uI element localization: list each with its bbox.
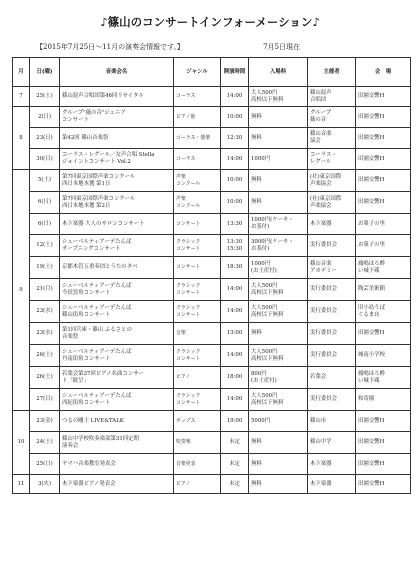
venue-cell: 田園交響H — [356, 128, 411, 149]
table-row — [13, 128, 411, 149]
venue-cell: 田園交響H — [356, 170, 411, 192]
venue-cell: 田園交響H — [356, 87, 411, 107]
event-cell: ヤマハ音楽教室発表会 — [60, 454, 174, 475]
organizer-cell: 若葉会 — [308, 367, 356, 389]
event-cell: 若葉会第27回ピアノ名曲コンサー ト「歓呈」 — [60, 367, 174, 389]
fee-cell: 1000円(ケーキ・ お茶付) — [249, 214, 308, 235]
organizer-cell: 篠山混声 合唱団 — [308, 87, 356, 107]
event-cell: シューベルティアーデたんば 西紀街角コンサート — [60, 389, 174, 411]
header-month: 月 — [13, 58, 30, 87]
date-cell: 21(月) — [30, 279, 60, 301]
fee-cell: 無料 — [249, 432, 308, 454]
genre-cell: 吹奏楽 — [174, 432, 221, 454]
organizer-cell: グループ 薇の音 — [308, 107, 356, 128]
table-row — [13, 149, 411, 170]
table-header-row — [13, 58, 411, 87]
venue-cell: 田園交響H — [356, 411, 411, 432]
fee-cell: 3000円(ケーキ・ お茶付) — [249, 235, 308, 257]
event-cell: 第7回東京国際声楽コンクール 西日本地本選 第2日 — [60, 192, 174, 214]
fee-cell: 無料 — [249, 454, 308, 475]
event-cell: 木下楽器ピアノ発表会 — [60, 475, 174, 494]
venue-cell: 鳳鳴ほろ酔 い城下蔵 — [356, 367, 411, 389]
organizer-cell: 実行委員会 — [308, 301, 356, 323]
date-cell: 12(土) — [30, 235, 60, 257]
date-cell: 30(日) — [30, 149, 60, 170]
event-cell: シューベルティアーデたんば 丹南街角コンサート — [60, 345, 174, 367]
date-cell: 5(土) — [30, 170, 60, 192]
venue-cell: お菓子の里 — [356, 214, 411, 235]
event-cell: 京都木管五重奏団とうたのタベ — [60, 257, 174, 279]
organizer-cell: 実行委員会 — [308, 323, 356, 345]
month-cell: 9 — [13, 170, 30, 411]
time-cell: 14:00 — [221, 389, 249, 411]
genre-cell: クラシック コンサート — [174, 235, 221, 257]
organizer-cell: 篠山音楽 アカデミー — [308, 257, 356, 279]
event-cell: シューベルティアーデたんば オープニングコンサート — [60, 235, 174, 257]
date-cell: 26(土) — [30, 345, 60, 367]
venue-cell: 田園交響H — [356, 475, 411, 494]
fee-cell: 大人500円 高校以下無料 — [249, 87, 308, 107]
venue-cell: 田園交響H — [356, 432, 411, 454]
fee-cell: 5000円 — [249, 411, 308, 432]
time-cell: 未定 — [221, 432, 249, 454]
venue-cell: 鳳鳴ほろ酔 い城下蔵 — [356, 257, 411, 279]
organizer-cell: (社)東京国際 声楽協会 — [308, 170, 356, 192]
table-row — [13, 389, 411, 411]
table-row — [13, 301, 411, 323]
venue-cell: 田園交響H — [356, 323, 411, 345]
fee-cell: 1000円 — [249, 149, 308, 170]
event-cell: 木下楽器 大人のサロンコンサート — [60, 214, 174, 235]
month-cell: 8 — [13, 107, 30, 170]
time-cell: 14:00 — [221, 279, 249, 301]
concert-table — [12, 57, 411, 494]
date-cell: 27(日) — [30, 389, 60, 411]
organizer-cell: 実行委員会 — [308, 279, 356, 301]
genre-cell: コーラス — [174, 87, 221, 107]
organizer-cell: コーラス・ レグール — [308, 149, 356, 170]
event-cell: 第1回兵庫・篠山 ふるさとの 音楽祭 — [60, 323, 174, 345]
date-cell: 23(日) — [30, 128, 60, 149]
genre-cell: コンサート — [174, 214, 221, 235]
header-venue: 会 場 — [356, 58, 411, 87]
table-row — [13, 214, 411, 235]
table-row — [13, 345, 411, 367]
organizer-cell: 篠山中学 — [308, 432, 356, 454]
header-event: 音楽会名 — [60, 58, 174, 87]
table-row — [13, 235, 411, 257]
header-date: 日(曜) — [30, 58, 60, 87]
period-note: 【2015年7月25日～11月の演奏会情報です。】 — [36, 43, 185, 51]
genre-cell: 音楽発表 — [174, 454, 221, 475]
organizer-cell: 木下楽器 — [308, 454, 356, 475]
fee-cell: 大人500円 高校以下無料 — [249, 389, 308, 411]
time-cell: 18:00 — [221, 367, 249, 389]
fee-cell: 無料 — [249, 170, 308, 192]
fee-cell: 大人500円 高校以下無料 — [249, 301, 308, 323]
date-cell: 26(土) — [30, 367, 60, 389]
fee-cell: 無料 — [249, 323, 308, 345]
month-cell: 10 — [13, 411, 30, 475]
time-cell: 14:00 — [221, 301, 249, 323]
venue-cell: 和寄園 — [356, 389, 411, 411]
table-row — [13, 107, 411, 128]
time-cell: 18:30 — [221, 257, 249, 279]
organizer-cell: 実行委員会 — [308, 345, 356, 367]
event-cell: 篠山混声合唱団第46回リサイタル — [60, 87, 174, 107]
time-cell: 13:30 15:30 — [221, 235, 249, 257]
table-row — [13, 87, 411, 107]
month-cell: 11 — [13, 475, 30, 494]
date-cell: 25(日) — [30, 454, 60, 475]
date-cell: 25(土) — [30, 87, 60, 107]
organizer-cell: 篠山市 — [308, 411, 356, 432]
genre-cell: コーラス・器楽 — [174, 128, 221, 149]
date-cell: 6(日) — [30, 192, 60, 214]
event-cell: シューベルティアーデたんば 篠山街角コンサート — [60, 301, 174, 323]
header-time: 開演時間 — [221, 58, 249, 87]
header-genre: ジャンル — [174, 58, 221, 87]
date-cell: 23(金) — [30, 411, 60, 432]
date-cell: 3(火) — [30, 475, 60, 494]
fee-cell: 無料 — [249, 192, 308, 214]
event-cell: 篠山中学校吹奏楽部第31回定期 演奏会 — [60, 432, 174, 454]
event-cell: シューベルティアーデたんば 今田窯角コンサート — [60, 279, 174, 301]
flyer-title: ♪篠山のコンサートインフォーメーション♪ — [100, 15, 320, 29]
table-row — [13, 323, 411, 345]
venue-cell: 田園交響H — [356, 454, 411, 475]
event-cell: グループ"薇の音"ジュニア コンサート — [60, 107, 174, 128]
time-cell: 14:00 — [221, 345, 249, 367]
fee-cell: 1000円 (お土産付) — [249, 257, 308, 279]
table-row — [13, 192, 411, 214]
genre-cell: ピアノ — [174, 367, 221, 389]
organizer-cell: 木下楽器 — [308, 214, 356, 235]
genre-cell: クラシック コンサート — [174, 345, 221, 367]
table-row — [13, 475, 411, 494]
genre-cell: クラシック コンサート — [174, 301, 221, 323]
genre-cell: ポップス — [174, 411, 221, 432]
organizer-cell: (社)東京国際 声楽協会 — [308, 192, 356, 214]
event-cell: コーラス・レグール／女声合唱 Stella ジョイントコンサート Vol.2 — [60, 149, 174, 170]
organizer-cell: 篠山音楽 協会 — [308, 128, 356, 149]
genre-cell: クラシック コンサート — [174, 279, 221, 301]
time-cell: 19:00 — [221, 411, 249, 432]
date-cell: 6(日) — [30, 214, 60, 235]
as-of-date: 7月5日現在 — [263, 43, 300, 51]
venue-cell: 陶芸美術館 — [356, 279, 411, 301]
month-cell: 7 — [13, 87, 30, 107]
header-fee: 入場料 — [249, 58, 308, 87]
event-cell: 第7回東京国際声楽コンクール 西日本地本選 第1日 — [60, 170, 174, 192]
time-cell: 14:00 — [221, 149, 249, 170]
table-row — [13, 454, 411, 475]
organizer-cell: 実行委員会 — [308, 389, 356, 411]
time-cell: 13:00 — [221, 323, 249, 345]
table-row — [13, 367, 411, 389]
organizer-cell: 木下楽器 — [308, 475, 356, 494]
genre-cell: 声楽 コンクール — [174, 192, 221, 214]
time-cell: 未定 — [221, 475, 249, 494]
fee-cell: 大人500円 高校以下無料 — [249, 279, 308, 301]
genre-cell: コンサート — [174, 257, 221, 279]
fee-cell: 無料 — [249, 475, 308, 494]
fee-cell: 無料 — [249, 107, 308, 128]
table-row — [13, 432, 411, 454]
time-cell: 10:00 — [221, 192, 249, 214]
event-cell: つるの剛士 LIVE&TALK — [60, 411, 174, 432]
fee-cell: 大人500円 高校以下無料 — [249, 345, 308, 367]
date-cell: 2(日) — [30, 107, 60, 128]
genre-cell: コーラス — [174, 149, 221, 170]
genre-cell: ピアノ他 — [174, 107, 221, 128]
time-cell: 12:30 — [221, 128, 249, 149]
venue-cell: 田園交響H — [356, 107, 411, 128]
table-row — [13, 279, 411, 301]
time-cell: 14:00 — [221, 87, 249, 107]
table-row — [13, 170, 411, 192]
event-cell: 第42回 篠山音楽祭 — [60, 128, 174, 149]
table-body — [13, 87, 411, 494]
date-cell: 19(土) — [30, 257, 60, 279]
date-cell: 23(水) — [30, 323, 60, 345]
genre-cell: 音楽 — [174, 323, 221, 345]
genre-cell: クラシック コンサート — [174, 389, 221, 411]
time-cell: 10:00 — [221, 170, 249, 192]
venue-cell: 城南小学校 — [356, 345, 411, 367]
date-cell: 23(水) — [30, 301, 60, 323]
venue-cell: お菓子の里 — [356, 235, 411, 257]
time-cell: 未定 — [221, 454, 249, 475]
genre-cell: 声楽 コンクール — [174, 170, 221, 192]
venue-cell: 田園交響H — [356, 192, 411, 214]
organizer-cell: 実行委員会 — [308, 235, 356, 257]
header-organizer: 主催者 — [308, 58, 356, 87]
venue-cell: 田園交響H — [356, 149, 411, 170]
venue-cell: 旧小島うば ぐるま店 — [356, 301, 411, 323]
table-row — [13, 257, 411, 279]
genre-cell: ピアノ — [174, 475, 221, 494]
table-row — [13, 411, 411, 432]
time-cell: 13:30 — [221, 214, 249, 235]
fee-cell: 800円 (お土産付) — [249, 367, 308, 389]
date-cell: 24(土) — [30, 432, 60, 454]
time-cell: 10:00 — [221, 107, 249, 128]
fee-cell: 無料 — [249, 128, 308, 149]
